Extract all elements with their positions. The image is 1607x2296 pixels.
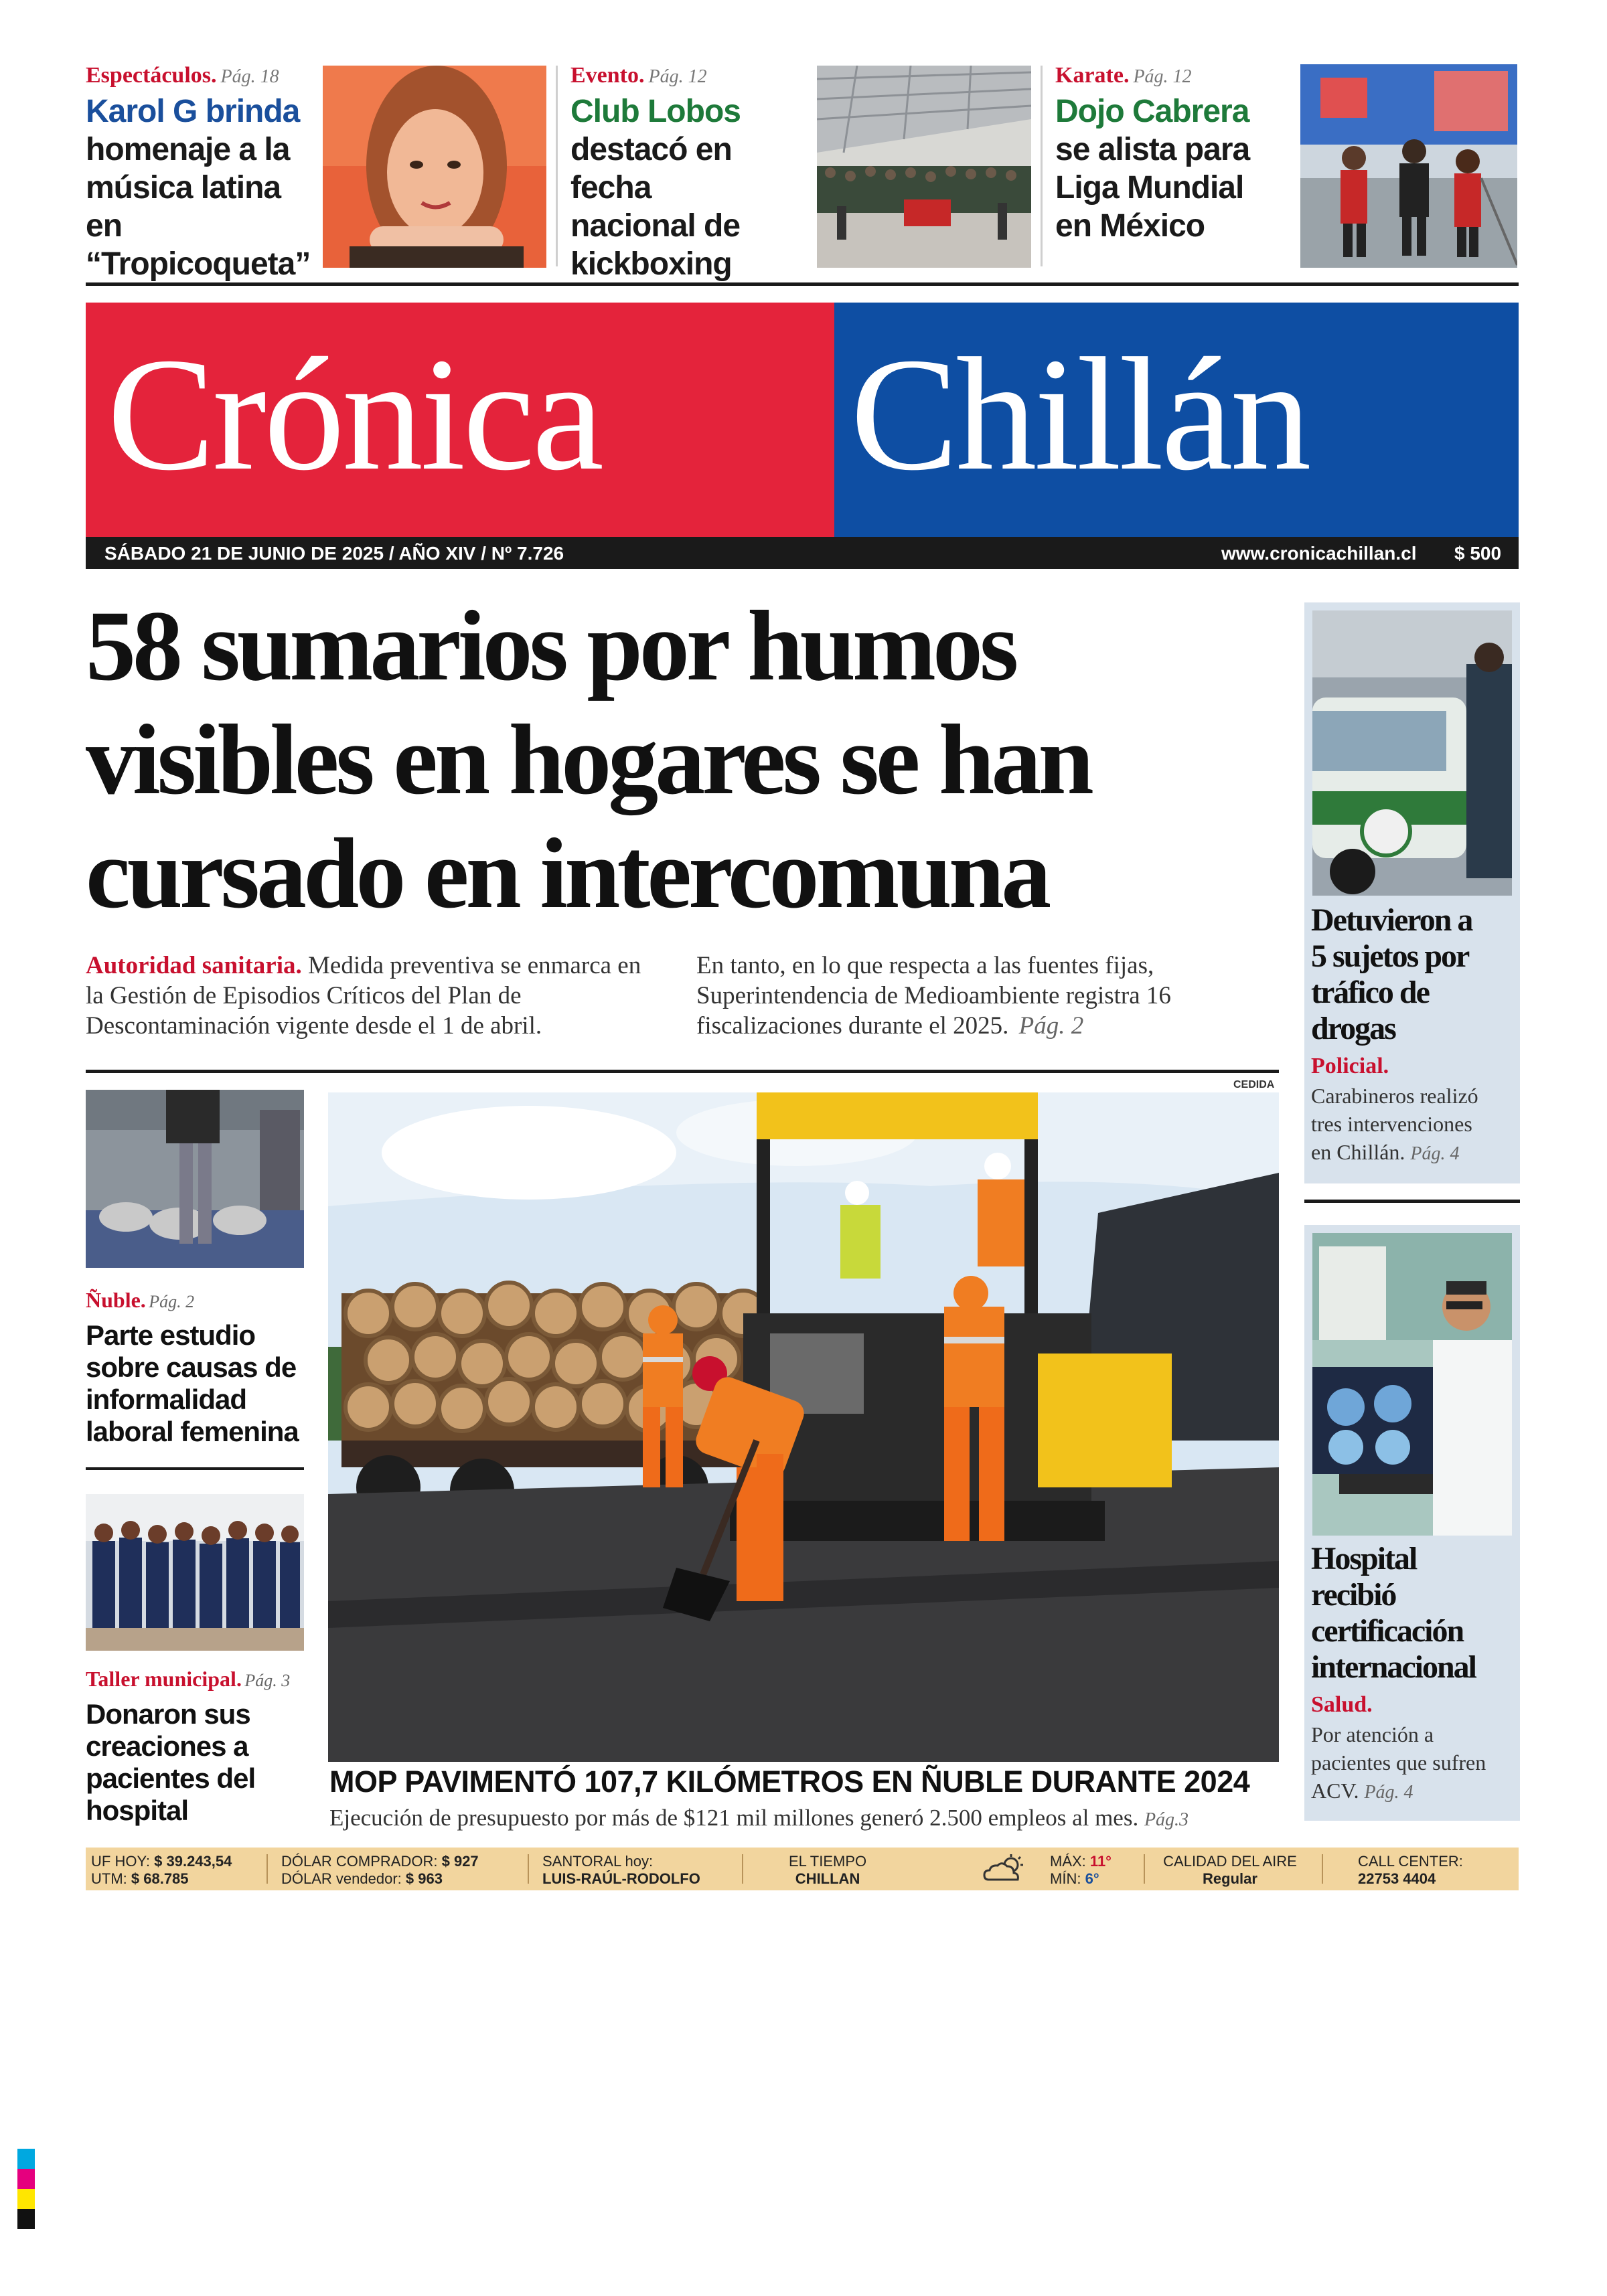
right-photo-doctor[interactable] bbox=[1312, 1233, 1512, 1536]
tiempo-block: EL TIEMPO CHILLAN bbox=[789, 1853, 867, 1887]
temperature-block: MÁX: 11° MÍN: 6° bbox=[1050, 1853, 1112, 1887]
info-bar bbox=[86, 1848, 1519, 1890]
lead-kicker: Autoridad sanitaria. bbox=[86, 952, 302, 979]
dateline-text: SÁBADO 21 DE JUNIO DE 2025 / AÑO XIV / Nº 7.726 bbox=[104, 543, 564, 564]
teaser-title: Club Lobos destacó en fecha nacional de kickboxing bbox=[570, 94, 741, 282]
teaser-divider bbox=[1041, 66, 1043, 266]
teaser-karate[interactable] bbox=[1055, 63, 1283, 245]
call-center-block[interactable]: CALL CENTER: 22753 4404 bbox=[1358, 1853, 1463, 1887]
teaser-title: Karol G brinda homenaje a la música latina en “Tropicoqueta” bbox=[86, 94, 311, 282]
right-story-kicker: Policial. bbox=[1311, 1054, 1389, 1078]
main-photo-paving[interactable] bbox=[328, 1092, 1279, 1762]
main-photo-caption-body: Ejecución de presupuesto por más de $121 mil millones generó 2.500 empleos al mes. Pág.3 bbox=[329, 1805, 1189, 1831]
teaser-divider bbox=[556, 66, 558, 266]
lead-headline[interactable]: 58 sumarios por humos visibles en hogares se han cursado en intercomuna bbox=[86, 590, 1091, 929]
right-column-rule bbox=[1304, 1200, 1520, 1203]
teaser-photo-gym[interactable] bbox=[817, 66, 1031, 268]
teaser-page: Pág. 12 bbox=[648, 66, 707, 87]
lead-page-ref[interactable]: Pág. 2 bbox=[1018, 1012, 1084, 1040]
info-divider bbox=[266, 1854, 268, 1884]
lead-deck-left-text: Medida preventiva se enmarca en la Gestión de Episodios Críticos del Plan de Descontaminación vigente desde el 1 de abril. bbox=[86, 952, 641, 1040]
partly-cloudy-icon bbox=[982, 1854, 1028, 1884]
left-photo-market[interactable] bbox=[86, 1090, 304, 1268]
lead-deck-right-text: En tanto, en lo que respecta a las fuentes fijas, Superintendencia de Medioambiente registra 16 fiscalizaciones durante el 2025. bbox=[696, 952, 1171, 1040]
dateline-bar bbox=[86, 537, 1519, 569]
lead-deck-right bbox=[696, 951, 1279, 1041]
masthead-word-chillan[interactable]: Chillán bbox=[850, 325, 1309, 504]
teaser-section: Karate. Pág. 12 bbox=[1055, 63, 1192, 88]
teaser-evento[interactable] bbox=[570, 63, 812, 283]
right-story-body: Carabineros realizó tres intervenciones en Chillán. Pág. 4 bbox=[1311, 1084, 1478, 1164]
right-photo-police[interactable] bbox=[1312, 610, 1512, 896]
main-photo-credit: CEDIDA bbox=[1233, 1079, 1275, 1090]
left-story-title: Donaron sus creaciones a pacientes del hospital bbox=[86, 1698, 256, 1826]
info-divider bbox=[528, 1854, 529, 1884]
teaser-espectaculos[interactable] bbox=[86, 63, 317, 283]
teaser-photo-singer[interactable] bbox=[323, 66, 546, 268]
left-story-nuble[interactable] bbox=[86, 1288, 313, 1448]
left-story-kicker: Taller municipal. Pág. 3 bbox=[86, 1667, 291, 1691]
dolar-block: DÓLAR COMPRADOR: $ 927 DÓLAR vendedor: $ 963 bbox=[281, 1853, 479, 1887]
teaser-page: Pág. 12 bbox=[1133, 66, 1192, 87]
uf-utm-block: UF HOY: $ 39.243,54 UTM: $ 68.785 bbox=[91, 1853, 232, 1887]
left-story-taller[interactable] bbox=[86, 1667, 313, 1827]
website-link[interactable]: www.cronicachillan.cl bbox=[1221, 543, 1417, 564]
teaser-title: Dojo Cabrera se alista para Liga Mundial en México bbox=[1055, 94, 1250, 244]
info-divider bbox=[742, 1854, 743, 1884]
lead-deck-left bbox=[86, 951, 662, 1041]
right-story-body: Por atención a pacientes que sufren ACV. Pág. 4 bbox=[1311, 1722, 1486, 1803]
lead-bottom-rule bbox=[86, 1070, 1279, 1073]
calidad-aire-block: CALIDAD DEL AIRE Regular bbox=[1163, 1853, 1297, 1887]
info-divider bbox=[1322, 1854, 1323, 1884]
left-column-rule bbox=[86, 1467, 304, 1470]
masthead-word-cronica[interactable]: Crónica bbox=[107, 325, 602, 504]
right-story-title: Hospital recibió certificación internacional bbox=[1311, 1541, 1476, 1685]
left-story-title: Parte estudio sobre causas de informalidad laboral femenina bbox=[86, 1319, 299, 1447]
right-story-title: Detuvieron a 5 sujetos por tráfico de drogas bbox=[1311, 902, 1472, 1046]
right-story-kicker: Salud. bbox=[1311, 1692, 1373, 1717]
top-divider-rule bbox=[86, 282, 1519, 286]
price-label: $ 500 bbox=[1454, 543, 1502, 564]
info-divider bbox=[1144, 1854, 1145, 1884]
printer-color-marks bbox=[17, 2149, 35, 2229]
teaser-photo-karate[interactable] bbox=[1300, 64, 1517, 268]
teaser-section: Espectáculos. Pág. 18 bbox=[86, 63, 279, 88]
caption-page-ref[interactable]: Pág.3 bbox=[1144, 1809, 1189, 1830]
teaser-page: Pág. 18 bbox=[220, 66, 279, 87]
teaser-section: Evento. Pág. 12 bbox=[570, 63, 707, 88]
left-photo-group[interactable] bbox=[86, 1494, 304, 1651]
main-photo-caption-title[interactable]: MOP PAVIMENTÓ 107,7 KILÓMETROS EN ÑUBLE DURANTE 2024 bbox=[329, 1765, 1250, 1799]
santoral-block: SANTORAL hoy: LUIS-RAÚL-RODOLFO bbox=[542, 1853, 700, 1887]
left-story-kicker: Ñuble. Pág. 2 bbox=[86, 1288, 195, 1312]
